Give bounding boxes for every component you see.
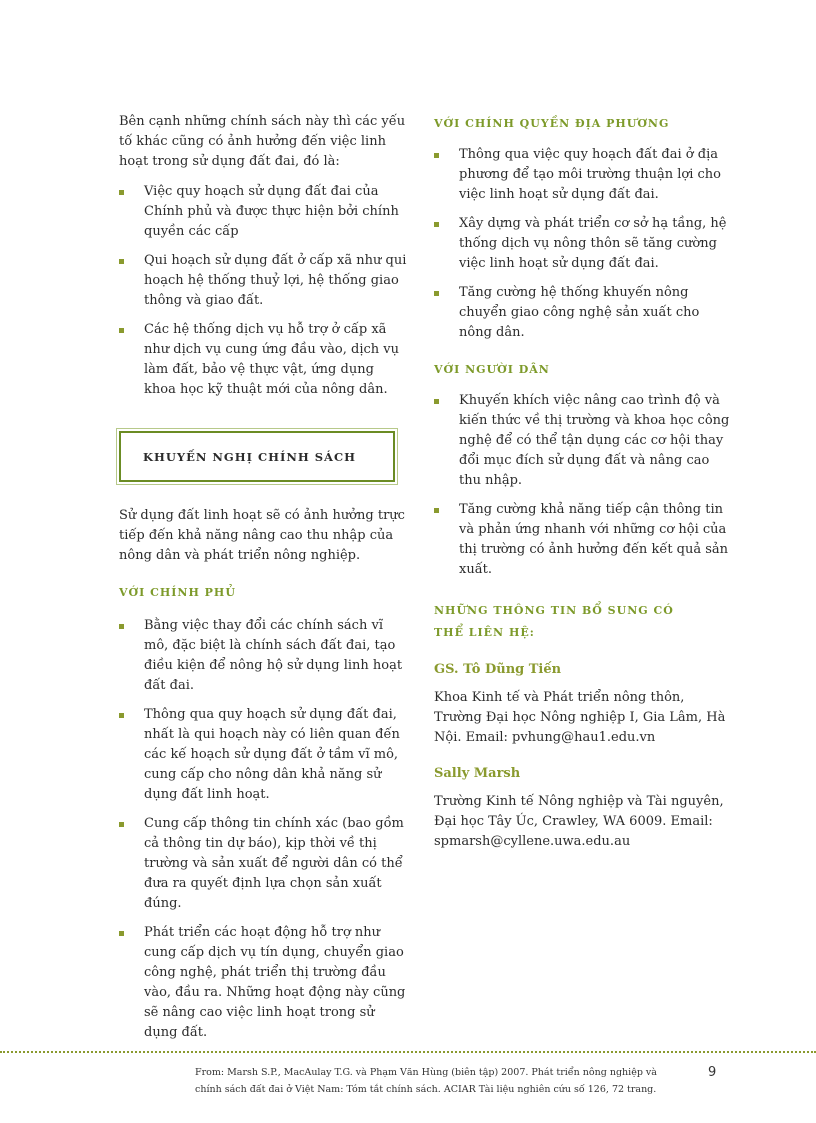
- contact-heading: NHỮNG THÔNG TIN BỔ SUNG CÓ THỂ LIÊN HỆ:: [434, 604, 674, 639]
- list-item: Tăng cường khả năng tiếp cận thông tin và phản ứng nhanh với những cơ hội của thị trường có ảnh hưởng đến kết quả sản xuất.: [434, 500, 734, 580]
- list-item: Khuyến khích việc nâng cao trình độ và kiến thức về thị trường và khoa học công nghệ để có thể tận dụng các cơ hội thay đổi mục đích sử dụng đất và nâng cao thu nhập.: [434, 391, 734, 491]
- square-bullet-icon: [434, 291, 439, 296]
- policy-recommendation-title: KHUYẾN NGHỊ CHÍNH SÁCH: [143, 449, 356, 464]
- footer-divider: [0, 1051, 816, 1053]
- local-government-bullet-list: [434, 145, 734, 343]
- recommendation-paragraph: Sử dụng đất linh hoạt sẽ có ảnh hưởng trực tiếp đến khả năng nâng cao thu nhập của nông dân và phát triển nông nghiệp.: [119, 508, 405, 563]
- right-column: [434, 115, 734, 852]
- list-item: Thông qua quy hoạch sử dụng đất đai, nhất là qui hoạch này có liên quan đến các kế hoạch sử dụng đất ở tầm vĩ mô, cung cấp cho nông dân khả năng sử dụng đất linh hoạt.: [119, 705, 409, 805]
- square-bullet-icon: [119, 259, 124, 264]
- square-bullet-icon: [434, 153, 439, 158]
- square-bullet-icon: [119, 190, 124, 195]
- contact-info: Khoa Kinh tế và Phát triển nông thôn, Trường Đại học Nông nghiệp I, Gia Lâm, Hà Nội. Email: pvhung@hau1.edu.vn: [434, 690, 726, 745]
- square-bullet-icon: [434, 399, 439, 404]
- list-item: Tăng cường hệ thống khuyến nông chuyển giao công nghệ sản xuất cho nông dân.: [434, 283, 734, 343]
- square-bullet-icon: [434, 222, 439, 227]
- square-bullet-icon: [119, 713, 124, 718]
- footer-citation: From: Marsh S.P., MacAulay T.G. và Phạm Văn Hùng (biên tập) 2007. Phát triển nông nghiệp và chính sách đất đai ở Việt Nam: Tóm tắt chính sách. ACIAR Tài liệu nghiên cứu số 126, 72 trang.: [195, 1067, 657, 1095]
- square-bullet-icon: [119, 822, 124, 827]
- policy-recommendation-box: [119, 431, 395, 482]
- list-item: Cung cấp thông tin chính xác (bao gồm cả thông tin dự báo), kịp thời về thị trường và sản xuất để người dân có thể đưa ra quyết định lựa chọn sản xuất đúng.: [119, 814, 409, 914]
- square-bullet-icon: [119, 624, 124, 629]
- list-item: Các hệ thống dịch vụ hỗ trợ ở cấp xã như dịch vụ cung ứng đầu vào, dịch vụ làm đất, bảo vệ thực vật, ứng dụng khoa học kỹ thuật mới của nông dân.: [119, 320, 409, 400]
- list-item: Việc quy hoạch sử dụng đất đai của Chính phủ và được thực hiện bởi chính quyền các cấp: [119, 182, 409, 242]
- government-bullet-list: [119, 616, 409, 1043]
- government-heading: VỚI CHÍNH PHỦ: [119, 586, 236, 599]
- intro-paragraph: Bên cạnh những chính sách này thì các yếu tố khác cũng có ảnh hưởng đến việc linh hoạt trong sử dụng đất đai, đó là:: [119, 114, 406, 169]
- intro-bullet-list: [119, 182, 409, 400]
- contact-name: GS. Tô Dũng Tiến: [434, 662, 562, 677]
- list-item: Xây dựng và phát triển cơ sở hạ tầng, hệ thống dịch vụ nông thôn sẽ tăng cường việc linh hoạt sử dụng đất đai.: [434, 214, 734, 274]
- page-number: 9: [708, 1065, 717, 1080]
- list-item: Thông qua việc quy hoạch đất đai ở địa phương để tạo môi trường thuận lợi cho việc linh hoạt sử dụng đất đai.: [434, 145, 734, 205]
- local-government-heading: VỚI CHÍNH QUYỀN ĐỊA PHƯƠNG: [434, 117, 670, 130]
- square-bullet-icon: [119, 328, 124, 333]
- contact-name: Sally Marsh: [434, 766, 521, 781]
- people-heading: VỚI NGƯỜI DÂN: [434, 363, 550, 376]
- list-item: Phát triển các hoạt động hỗ trợ như cung cấp dịch vụ tín dụng, chuyển giao công nghệ, phát triển thị trường đầu vào, đầu ra. Những hoạt động này cũng sẽ nâng cao việc linh hoạt trong sử dụng đất.: [119, 923, 409, 1043]
- people-bullet-list: [434, 391, 734, 580]
- list-item: Bằng việc thay đổi các chính sách vĩ mô, đặc biệt là chính sách đất đai, tạo điều kiện để nông hộ sử dụng linh hoạt đất đai.: [119, 616, 409, 696]
- square-bullet-icon: [119, 931, 124, 936]
- left-column: [119, 112, 409, 1052]
- contact-info: Trường Kinh tế Nông nghiệp và Tài nguyên, Đại học Tây Úc, Crawley, WA 6009. Email: spmarsh@cyllene.uwa.edu.au: [434, 794, 724, 849]
- list-item: Qui hoạch sử dụng đất ở cấp xã như qui hoạch hệ thống thuỷ lợi, hệ thống giao thông và giao đất.: [119, 251, 409, 311]
- square-bullet-icon: [434, 508, 439, 513]
